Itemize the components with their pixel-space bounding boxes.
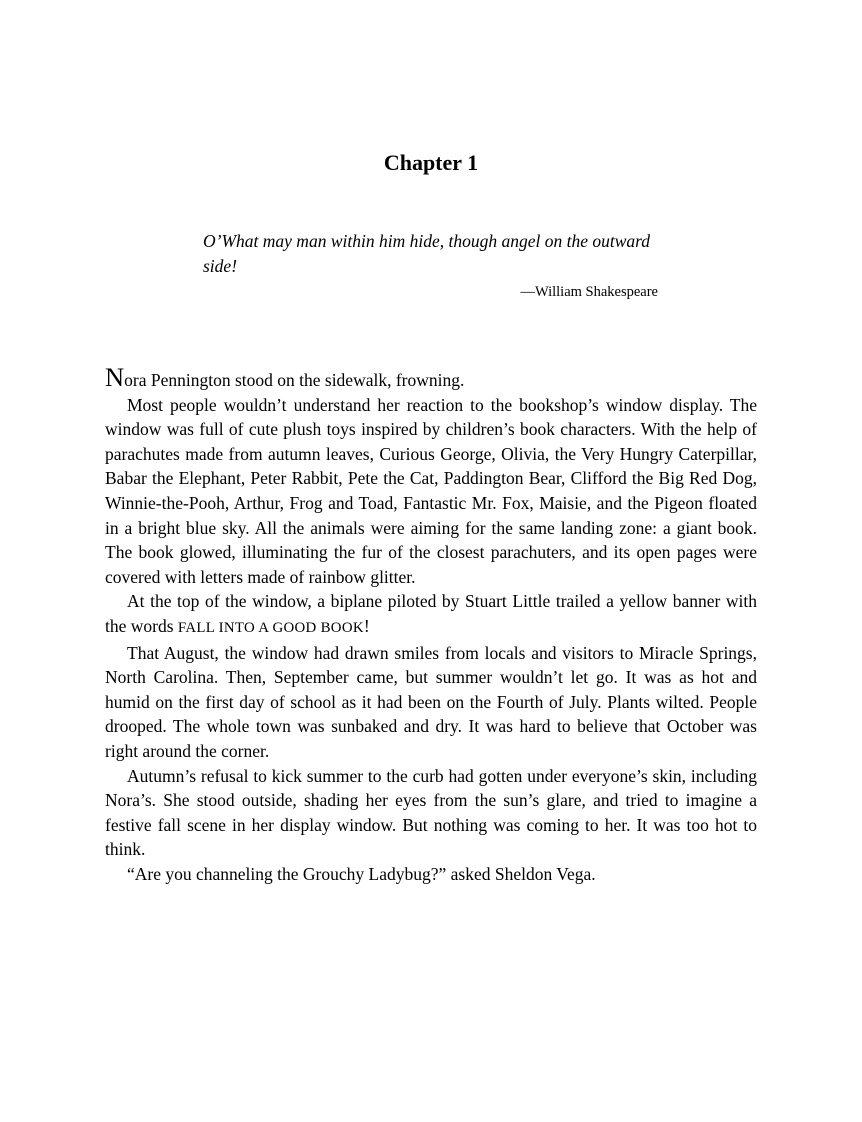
paragraph-opening bbox=[105, 362, 757, 393]
banner-text-after: ! bbox=[363, 615, 370, 636]
initial-capital: N bbox=[105, 362, 125, 392]
epigraph bbox=[203, 229, 658, 302]
banner-smallcaps-text: FALL INTO A GOOD BOOK bbox=[177, 619, 364, 636]
chapter-body bbox=[105, 362, 757, 886]
epigraph-attribution: —William Shakespeare bbox=[520, 284, 658, 300]
paragraph-dialogue: “Are you channeling the Grouchy Ladybug?” asked Sheldon Vega. bbox=[127, 863, 596, 884]
banner-text-before: At the top of the window, a biplane piloted by Stuart Little trailed a yellow banner with the words bbox=[105, 591, 757, 636]
paragraph-august: That August, the window had drawn smiles from locals and visitors to Miracle Springs, North Carolina. Then, September came, but summer wouldn’t let go. It was as hot and humid on the first day of school as it had been on the Fourth of July. Plants wilted. People drooped. The whole town was sunbaked and dry. It was hard to believe that October was right around the corner. bbox=[105, 642, 757, 761]
chapter-title: Chapter 1 bbox=[383, 150, 479, 175]
opening-text: ora Pennington stood on the sidewalk, frowning. bbox=[124, 370, 465, 390]
paragraph-window-display: Most people wouldn’t understand her reaction to the bookshop’s window display. The window was full of cute plush toys inspired by children’s book characters. With the help of parachutes made from autumn leaves, Curious George, Olivia, the Very Hungry Caterpillar, Babar the Elephant, Peter Rabbit, Pete the Cat, Paddington Bear, Clifford the Big Red Dog, Winnie-the-Pooh, Arthur, Frog and Toad, Fantastic Mr. Fox, Maisie, and the Pigeon floated in a bright blue sky. All the animals were aiming for the same landing zone: a giant book. The book glowed, illuminating the fur of the closest parachuters, and its open pages were covered with letters made of rainbow glitter. bbox=[105, 394, 757, 587]
epigraph-quote: O’What may man within him hide, though angel on the outward side! bbox=[203, 231, 651, 276]
paragraph-banner bbox=[105, 589, 757, 640]
paragraph-autumn: Autumn’s refusal to kick summer to the curb had gotten under everyone’s skin, including Nora’s. She stood outside, shading her eyes from the sun’s glare, and tried to imagine a festive fall scene in her display window. But nothing was coming to her. It was too hot to think. bbox=[105, 765, 757, 860]
